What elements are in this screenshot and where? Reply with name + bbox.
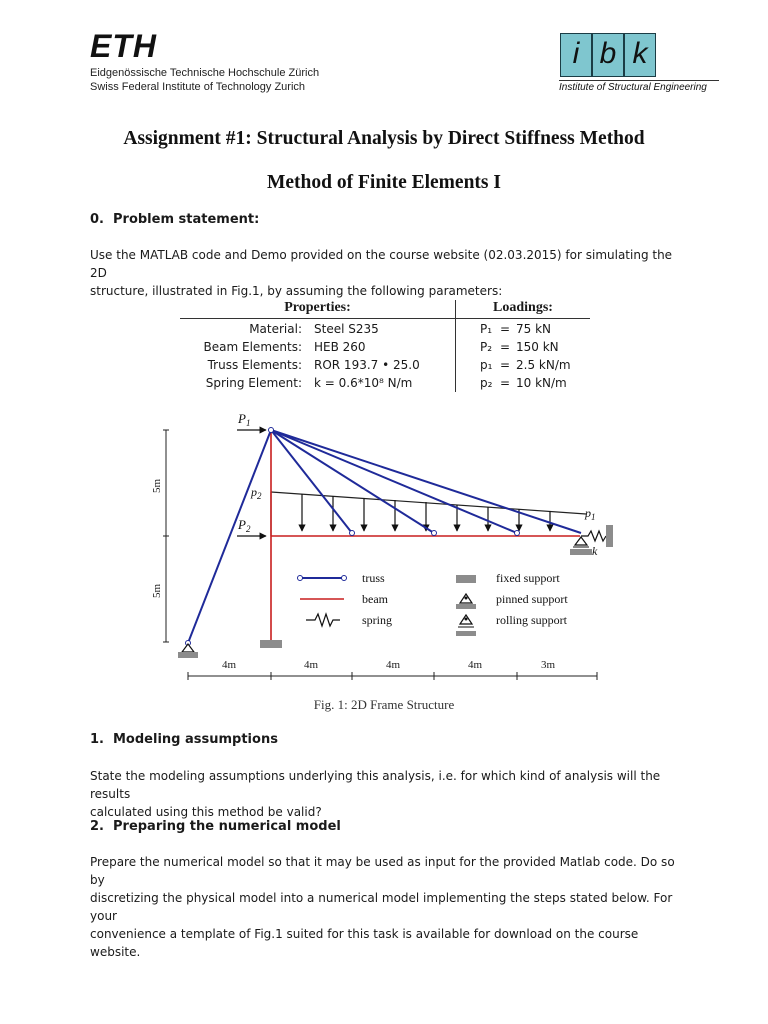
ibk-letter-i: i (560, 33, 592, 77)
property-value: ROR 193.7 • 25.0 (314, 358, 420, 372)
text-line: State the modeling assumptions underlying this analysis, i.e. for which kind of analysis will the results (90, 769, 661, 801)
legend-label-rolling: rolling support (496, 613, 567, 627)
dim-label-span-3: 4m (385, 659, 401, 671)
label-k: k (592, 544, 598, 558)
legend-rolling-support-symbol (456, 615, 476, 636)
loading-name: p₁ (480, 358, 493, 372)
property-label: Truss Elements: (207, 358, 302, 372)
legend-truss-hinge (298, 576, 303, 581)
legend-label-fixed: fixed support (496, 571, 560, 585)
horizontal-dimension (188, 672, 597, 680)
fixed-support-column (260, 640, 282, 648)
text-line: structure, illustrated in Fig.1, by assuming the following parameters: (90, 284, 503, 298)
eth-logo: ETH (90, 28, 157, 64)
property-label: Spring Element: (205, 376, 302, 390)
beam-elements (271, 430, 580, 640)
legend-pinned-support-symbol (456, 594, 476, 609)
vertical-dimension (163, 430, 169, 642)
legend-spring-symbol (306, 614, 340, 626)
document-title: Assignment #1: Structural Analysis by Direct Stiffness Method (123, 128, 645, 149)
property-value: Steel S235 (314, 322, 379, 336)
property-label: Material: (249, 322, 302, 336)
text-line: Use the MATLAB code and Demo provided on the course website (02.03.2015) for simulating the 2D (90, 248, 673, 280)
properties-header: Properties: (284, 300, 351, 315)
section-number: 1. (90, 732, 104, 747)
property-label: Beam Elements: (203, 340, 302, 354)
section-1-heading (90, 732, 278, 747)
section-number: 0. (90, 212, 104, 227)
section-number: 2. (90, 819, 104, 834)
section-title: Modeling assumptions (113, 732, 278, 747)
dim-label-span-2: 4m (303, 659, 319, 671)
property-value: k = 0.6*10⁸ N/m (314, 376, 413, 390)
dim-label-span-5: 3m (540, 659, 556, 671)
label-p1: $p_1$ (585, 506, 596, 522)
figure-caption: Fig. 1: 2D Frame Structure (313, 697, 455, 712)
loading-name: P₂ (480, 340, 493, 354)
document-subtitle: Method of Finite Elements I (267, 172, 501, 193)
legend-label-pinned: pinned support (496, 592, 568, 606)
loading-equals: = (500, 322, 511, 336)
legend-truss-hinge (342, 576, 347, 581)
spring-element (581, 531, 606, 541)
eth-name-english: Swiss Federal Institute of Technology Zurich (90, 81, 306, 93)
text-line: Prepare the numerical model so that it may be used as input for the provided Matlab code. Do so by (90, 855, 675, 887)
section-title: Problem statement: (113, 212, 260, 227)
rolling-support-right (570, 537, 592, 555)
loading-value: 2.5 kN/m (516, 358, 571, 372)
spring-fixed-wall (606, 525, 613, 547)
loading-equals: = (500, 358, 511, 372)
loading-name: p₂ (480, 376, 493, 390)
loading-name: P₁ (480, 322, 493, 336)
loading-value: 10 kN/m (516, 376, 567, 390)
ibk-letter-b: b (592, 33, 624, 77)
dim-label-upper: 5m (151, 478, 163, 493)
label-P1: $P_1$ (238, 411, 251, 428)
label-p2: $p_2$ (251, 485, 262, 501)
pinned-support-left (178, 644, 198, 658)
loading-equals: = (500, 340, 511, 354)
distributed-load-arrows (302, 494, 550, 531)
legend-fixed-support-symbol (456, 575, 476, 583)
eth-name-german: Eidgenössische Technische Hochschule Zürich (90, 67, 320, 79)
legend-label-truss: truss (362, 571, 385, 585)
ibk-subtitle: Institute of Structural Engineering (559, 82, 707, 93)
loading-value: 75 kN (516, 322, 552, 336)
section-1-text (90, 767, 680, 821)
legend-label-beam: beam (362, 592, 388, 606)
section-2-text (90, 853, 680, 961)
loading-equals: = (500, 376, 511, 390)
legend-label-spring: spring (362, 613, 392, 627)
loadings-header: Loadings: (493, 300, 553, 315)
dim-label-span-1: 4m (221, 659, 237, 671)
ibk-letter-k: k (624, 33, 656, 77)
dim-label-lower: 5m (151, 583, 163, 598)
loading-value: 150 kN (516, 340, 559, 354)
dim-label-span-4: 4m (467, 659, 483, 671)
section-title: Preparing the numerical model (113, 819, 341, 834)
text-line: calculated using this method be valid? (90, 805, 322, 819)
text-line: convenience a template of Fig.1 suited for this task is available for download on the course website. (90, 927, 639, 959)
property-value: HEB 260 (314, 340, 366, 354)
text-line: discretizing the physical model into a numerical model implementing the steps stated below. For your (90, 891, 673, 923)
label-P2: $P_2$ (238, 517, 251, 534)
legend (298, 571, 569, 636)
section-2-heading (90, 819, 341, 834)
